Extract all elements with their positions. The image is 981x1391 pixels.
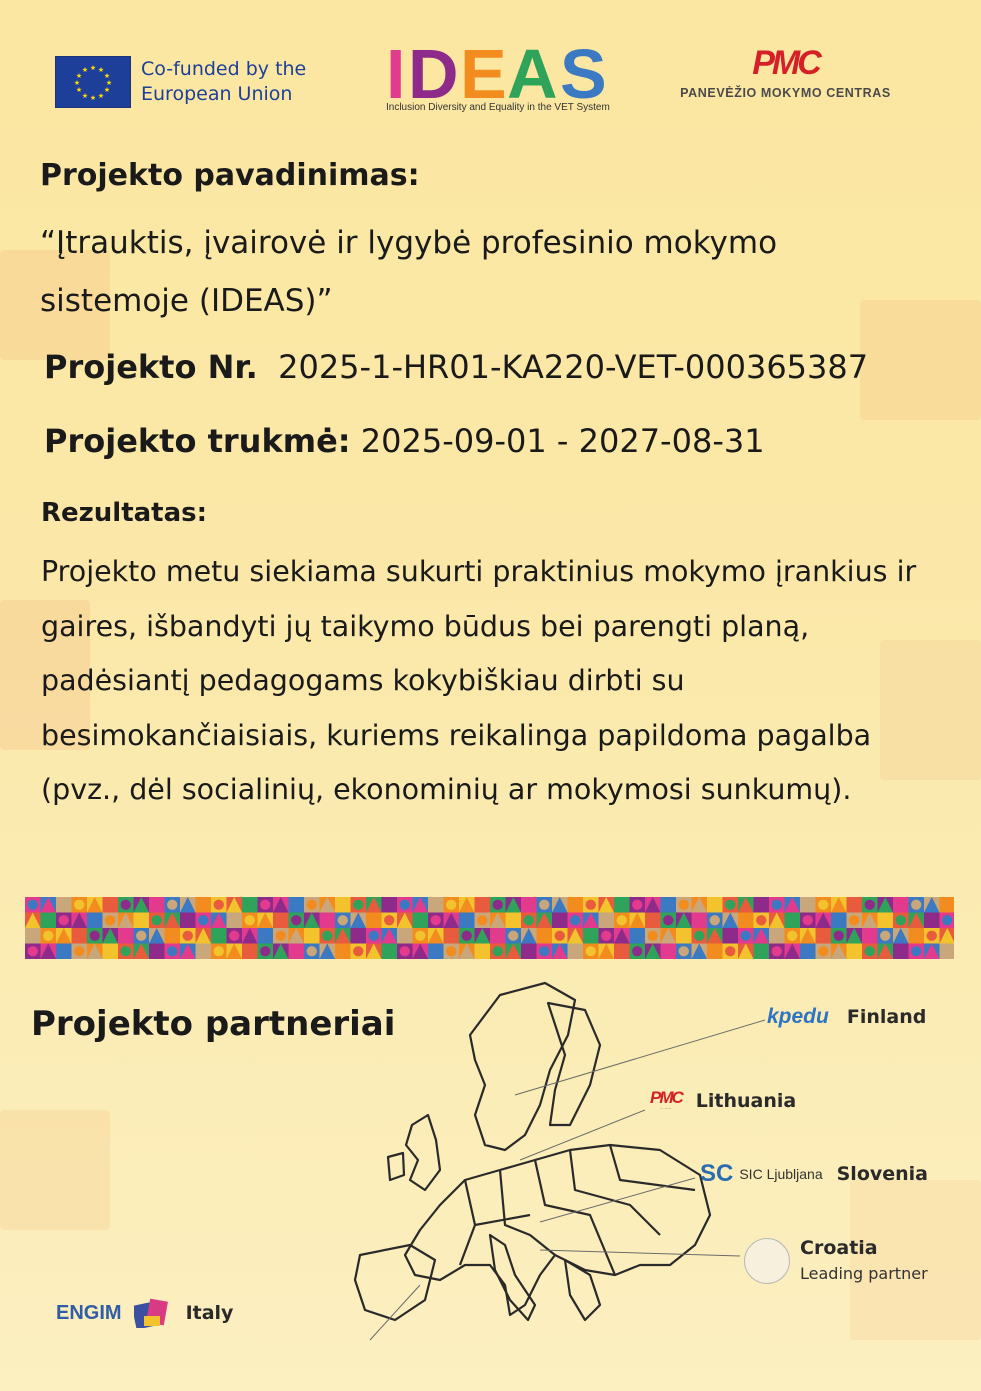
svg-text:★: ★: [75, 72, 83, 80]
pmc-small-caption: ·· ·····: [660, 1107, 672, 1112]
svg-text:★: ★: [81, 66, 89, 74]
svg-text:★: ★: [89, 94, 97, 102]
svg-text:★: ★: [103, 86, 111, 94]
pmc-mark: PMC: [752, 44, 819, 82]
svg-text:★: ★: [73, 79, 81, 87]
ideas-tagline: Inclusion Diversity and Equality in the VET System: [386, 102, 610, 113]
ideas-logo: [386, 38, 626, 113]
svg-text:★: ★: [81, 92, 89, 100]
project-number-value: 2025-1-HR01-KA220-VET-000365387: [278, 348, 869, 386]
pmc-small-logo: [650, 1089, 682, 1113]
pmc-small-mark: PMC: [650, 1088, 682, 1107]
svg-text:★: ★: [89, 64, 97, 72]
ideas-letter: E: [460, 38, 507, 100]
eu-flag-icon: [55, 56, 131, 108]
sic-name: SIC Ljubljana: [739, 1166, 823, 1182]
result-text: Projekto metu siekiama sukurti praktinius mokymo įrankius ir gaires, išbandyti jų taikymo būdus bei parengti planą, padėsiantį pedagogams kokybiškiau dirbti su besimokančiaisiais, kuriems reikalinga papildoma pagalba (pvz., dėl socialinių, ekonominių ar mokymosi sunkumų).: [41, 555, 917, 806]
project-name-label: Projekto pavadinimas:: [40, 158, 420, 193]
croatia-emblem-icon: [744, 1238, 790, 1284]
project-name-value: “Įtrauktis, įvairovė ir lygybė profesinio mokymo sistemoje (IDEAS)”: [40, 225, 778, 319]
project-duration-value: 2025-09-01 - 2027-08-31: [360, 422, 765, 460]
partners-title: Projekto partneriai: [31, 1004, 396, 1044]
kpedu-logo: kpedu: [767, 1005, 829, 1028]
partner-croatia-role: Leading partner: [800, 1264, 928, 1283]
ideas-letter: D: [408, 38, 459, 100]
project-duration-label: Projekto trukmė:: [44, 422, 351, 460]
ideas-letter: A: [507, 38, 558, 100]
partner-country-italy: Italy: [185, 1302, 234, 1324]
svg-text:★: ★: [105, 79, 113, 87]
partner-country-croatia: Croatia: [800, 1237, 878, 1259]
ideas-letter: S: [560, 38, 607, 100]
svg-text:★: ★: [97, 92, 105, 100]
europe-map: [300, 975, 800, 1335]
svg-text:★: ★: [103, 72, 111, 80]
partner-croatia: [744, 1236, 928, 1286]
result-label: Rezultatas:: [41, 498, 208, 528]
engim-logo: ENGIM: [56, 1301, 122, 1324]
partner-slovenia: [700, 1160, 928, 1188]
partner-country-lithuania: Lithuania: [695, 1090, 797, 1112]
project-number-row: [44, 348, 868, 386]
eu-cofunded-logo: [55, 56, 306, 108]
background-tile: [0, 1110, 110, 1230]
project-number-label: Projekto Nr.: [44, 348, 258, 386]
eu-text-line1: Co-funded by the: [141, 58, 307, 80]
eu-text-line2: European Union: [141, 83, 293, 105]
partner-lithuania: [650, 1089, 796, 1113]
pmc-logo: [678, 44, 893, 100]
ideas-letter: I: [386, 38, 406, 100]
svg-text:★: ★: [75, 86, 83, 94]
sic-icon: SC: [700, 1160, 734, 1187]
decorative-pattern-band: [25, 897, 954, 959]
partner-italy: [56, 1298, 233, 1328]
partner-finland: [767, 1005, 926, 1029]
pmc-name: PANEVĖŽIO MOKYMO CENTRAS: [680, 86, 891, 100]
project-duration-row: [44, 422, 765, 460]
partner-country-finland: Finland: [846, 1006, 927, 1028]
ideas-wordmark: [386, 38, 626, 100]
svg-text:★: ★: [97, 66, 105, 74]
partner-country-slovenia: Slovenia: [836, 1163, 929, 1185]
italy-partner-badge-icon: [134, 1298, 170, 1328]
